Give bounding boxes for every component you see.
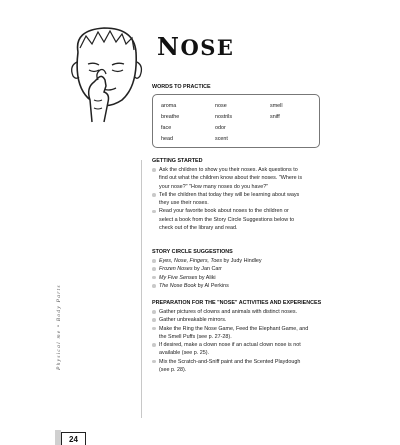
story-circle-list (152, 257, 327, 290)
story-circle-heading: STORY CIRCLE SUGGESTIONS (152, 249, 233, 255)
word-item: odor (215, 125, 226, 131)
list-item: If desired, make a clown nose if an actual clown nose is not available (see p. 25). (152, 341, 327, 358)
word-item: nose (215, 103, 227, 109)
bullet-icon (152, 267, 156, 271)
list-item: My Five Senses by Aliki (152, 274, 327, 282)
words-to-practice-box (152, 94, 320, 148)
word-column-2 (215, 101, 232, 145)
word-item: breathe (161, 114, 180, 120)
list-item: The Nose Book by Al Perkins (152, 282, 327, 290)
page-number-box (61, 432, 86, 445)
bullet-icon (152, 193, 156, 197)
bullet-icon (152, 343, 156, 347)
column-divider (141, 160, 142, 418)
word-column-3 (270, 101, 283, 123)
bullet-icon (152, 310, 156, 314)
list-item: Gather pictures of clowns and animals with distinct noses. (152, 308, 327, 316)
list-item: Make the Ring the Nose Game, Feed the Elephant Game, and the Smell Puffs (see p. 27-28). (152, 325, 327, 342)
preparation-heading: PREPARATION FOR THE "NOSE" ACTIVITIES AND EXPERIENCES (152, 300, 322, 306)
bullet-icon (152, 259, 156, 263)
word-item: sniff (270, 114, 280, 120)
list-item: Mix the Scratch-and-Sniff paint and the Scented Playdough (see p. 28). (152, 358, 327, 375)
word-item: scent (215, 136, 228, 142)
page-title: NOSE (157, 32, 235, 61)
bullet-icon (152, 284, 156, 288)
words-to-practice-heading: WORDS TO PRACTICE (152, 84, 211, 90)
getting-started-heading: GETTING STARTED (152, 158, 203, 164)
list-item: Tell the children that today they will be learning about ways they use their noses. (152, 191, 327, 208)
list-item: Read your favorite book about noses to the children or select a book from the Story Circle Suggestions below to check out of the library and read. (152, 207, 327, 232)
bullet-icon (152, 318, 156, 322)
child-touching-nose-illustration (64, 22, 146, 128)
list-item: Gather unbreakable mirrors. (152, 316, 327, 324)
list-item: Frozen Noses by Jan Carr (152, 265, 327, 273)
word-item: face (161, 125, 172, 131)
side-section-label: Physical me • Body Parts (56, 284, 62, 370)
bullet-icon (152, 276, 156, 280)
word-item: aroma (161, 103, 177, 109)
bullet-icon (152, 360, 156, 364)
word-item: nostrils (215, 114, 233, 120)
bullet-icon (152, 168, 156, 172)
list-item: Eyes, Nose, Fingers, Toes by Judy Hindley (152, 257, 327, 265)
page-number: 24 (69, 434, 78, 444)
bullet-icon (152, 327, 156, 331)
word-column-1 (161, 101, 179, 145)
getting-started-list (152, 166, 327, 232)
bullet-icon (152, 210, 156, 214)
word-item: head (161, 136, 173, 142)
list-item: Ask the children to show you their noses. Ask questions to find out what the children know about their noses. "Where is your nose?" "How many noses do you have?" (152, 166, 327, 191)
word-item: smell (270, 103, 283, 109)
preparation-list (152, 308, 327, 374)
